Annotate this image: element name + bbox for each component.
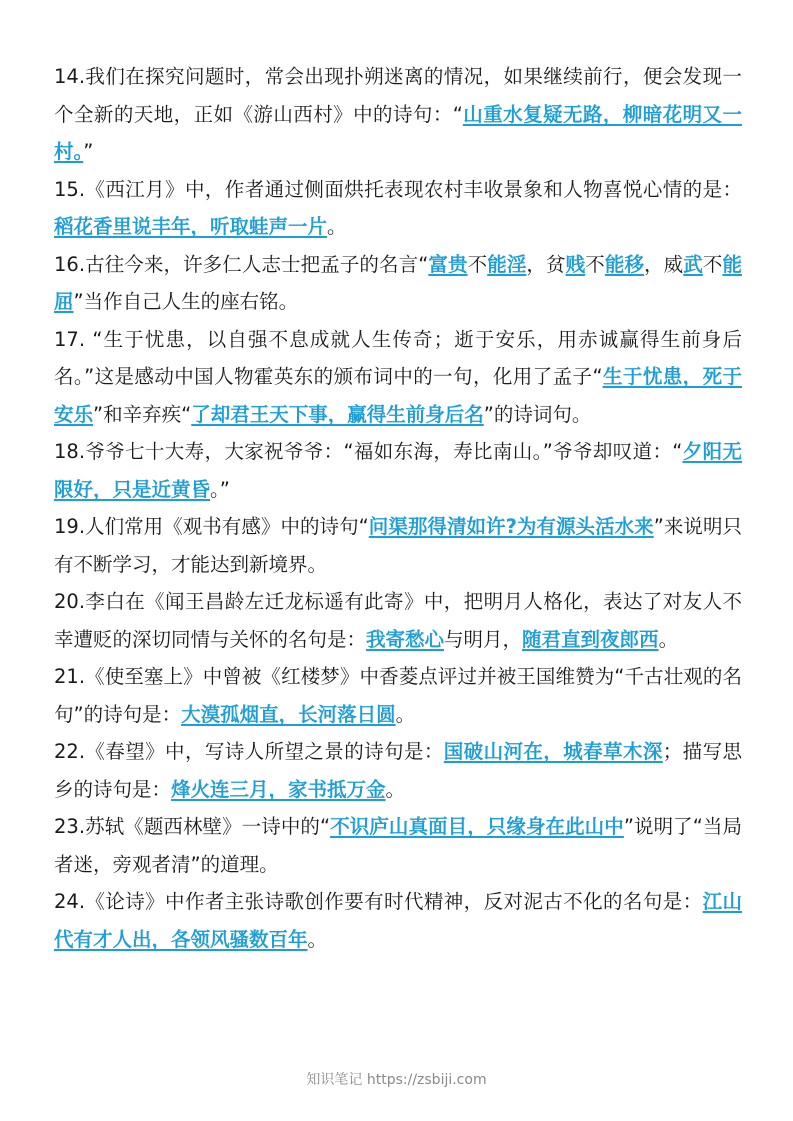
question-text: 23.苏轼《题西林壁》一诗中的“ <box>54 815 331 838</box>
question-text: 。 <box>385 777 406 801</box>
question-text: 24.《论诗》中作者主张诗歌创作要有时代精神，反对泥古不化的名句是： <box>54 890 703 913</box>
question-text: 不 <box>585 252 605 276</box>
document-body <box>54 58 742 958</box>
answer-text: 了却君王天下事，赢得生前身后名 <box>191 402 484 426</box>
answer-text: 能屈 <box>54 252 742 313</box>
question-text: ；描写思乡的诗句是： <box>54 740 742 801</box>
question-text: ” <box>83 140 94 163</box>
question-text: ，威 <box>644 252 684 276</box>
question-text: 与明月， <box>444 627 523 651</box>
answer-text: 烽火连三月，家书抵万金 <box>171 777 386 801</box>
question-item <box>54 171 742 246</box>
question-text: ”的诗词句。 <box>483 402 592 426</box>
answer-text: 我寄愁心 <box>366 627 445 651</box>
question-text: 不 <box>702 252 723 276</box>
question-item <box>54 508 742 583</box>
answer-text: 稻花香里说丰年，听取蛙声一片 <box>54 215 328 238</box>
question-item <box>54 246 742 321</box>
answer-text: 山重水复疑无路，柳暗花明又一村。 <box>54 102 742 163</box>
answer-text: 随君直到夜郎西 <box>522 627 659 651</box>
question-item <box>54 733 742 808</box>
question-text: ”说明了“当局者迷，旁观者清”的道理。 <box>54 815 742 876</box>
question-text: 15.《西江月》中，作者通过侧面烘托表现农村丰收景象和人物喜悦心情的是： <box>54 177 742 201</box>
question-text: 。 <box>395 702 416 726</box>
answer-text: 大漠孤烟直，长河落日圆 <box>181 702 396 726</box>
answer-text: 生于忧患，死于安乐 <box>54 365 742 426</box>
question-text: 21.《使至塞上》中曾被《红楼梦》中香菱点评过并被王国维赞为“千古壮观的名句”的诗句是： <box>54 665 742 726</box>
answer-text: 富贵 <box>428 252 468 276</box>
answer-text: 能淫 <box>487 252 527 276</box>
question-text: 。 <box>658 627 679 651</box>
answer-text: 武 <box>683 252 703 276</box>
question-text: 14.我们在探究问题时，常会出现扑朔迷离的情况，如果继续前行，便会发现一个全新的天地，正如《游山西村》中的诗句：“ <box>54 65 742 126</box>
question-text: 。 <box>307 927 328 951</box>
question-text: 17. “生于忧患，以自强不息成就人生传奇；逝于安乐，用赤诚赢得生前身后名。”这是感动中国人物霍英东的颁布词中的一句，化用了孟子“ <box>54 327 742 388</box>
question-item <box>54 58 742 171</box>
answer-text: 能移 <box>604 252 645 276</box>
answer-text: 夕阳无限好，只是近黄昏 <box>54 440 742 501</box>
question-text: 。 <box>327 215 347 238</box>
question-item <box>54 433 742 508</box>
answer-text: 国破山河在，城春草木深 <box>443 740 663 763</box>
question-text: 20.李白在《闻王昌龄左迁龙标遥有此寄》中，把明月人格化，表达了对友人不幸遭贬的深切同情与关怀的名句是： <box>54 590 742 651</box>
question-text: 22.《春望》中，写诗人所望之景的诗句是： <box>54 740 444 763</box>
question-text: 不 <box>467 252 488 276</box>
question-text: ”来说明只有不断学习，才能达到新境界。 <box>54 515 743 576</box>
answer-text: 贱 <box>565 252 586 276</box>
question-text: ”和辛弃疾“ <box>93 402 192 426</box>
question-item <box>54 808 742 883</box>
question-text: 16.古往今来，许多仁人志士把孟子的名言“ <box>54 252 429 276</box>
page-footer: 知识笔记 https://zsbiji.com <box>306 1072 487 1088</box>
question-item <box>54 883 742 958</box>
question-text: 19.人们常用《观书有感》中的诗句“ <box>54 515 369 538</box>
answer-text: 不识庐山真面目，只缘身在此山中 <box>330 815 624 838</box>
question-item <box>54 658 742 733</box>
question-item <box>54 321 742 434</box>
answer-text: 江山代有才人出，各领风骚数百年 <box>54 890 742 951</box>
question-text: ，贫 <box>526 252 566 276</box>
question-item <box>54 583 742 658</box>
question-text: 。” <box>210 477 230 501</box>
answer-text: 问渠那得清如许?为有源头活水来 <box>368 515 654 538</box>
question-text: ”当作自己人生的座右铭。 <box>73 290 299 313</box>
question-text: 18.爷爷七十大寿，大家祝爷爷：“福如东海，寿比南山。”爷爷却叹道：“ <box>54 440 683 463</box>
